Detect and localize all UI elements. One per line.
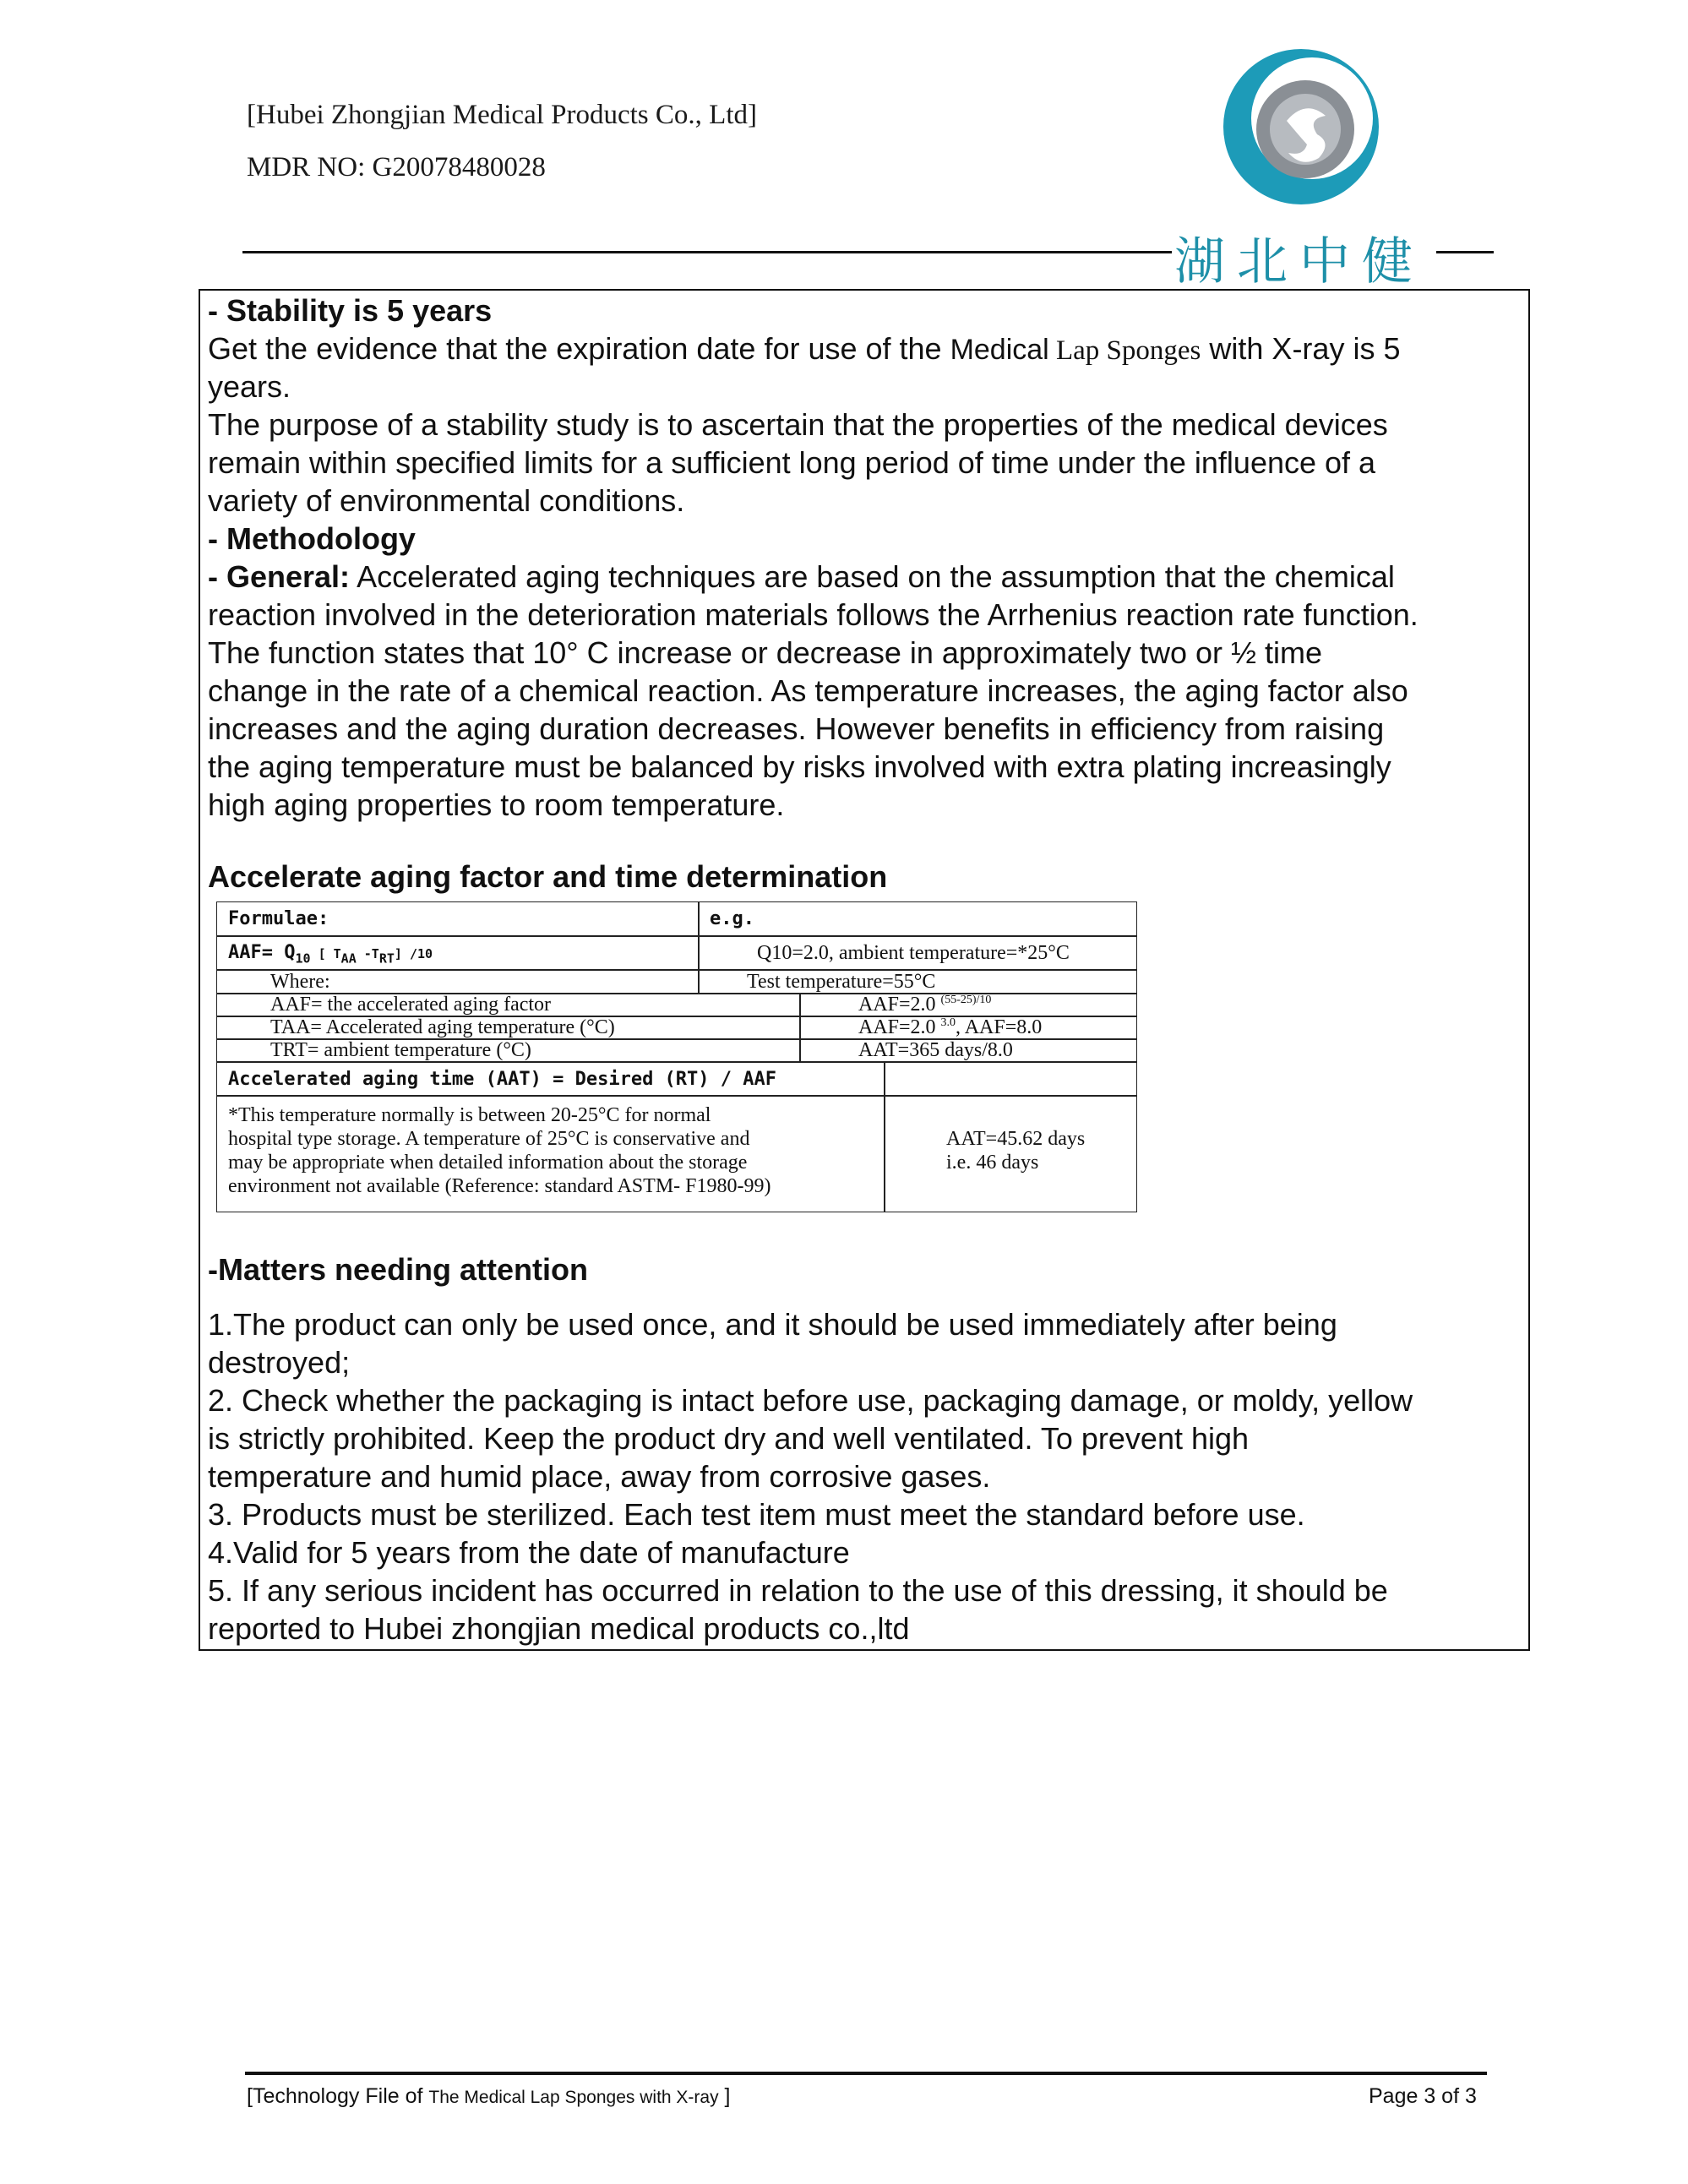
aaf-taa: AA	[340, 950, 357, 967]
evidence-text-end: with X-ray is 5	[1201, 331, 1401, 366]
test-temperature: Test temperature=55°C	[747, 971, 936, 993]
general-line-5: increases and the aging duration decreases. However benefits in efficiency from raising	[208, 711, 1385, 746]
aaf-calc2-exponent: 3.0	[940, 1016, 956, 1029]
footer-rule	[245, 2072, 1487, 2075]
methodology-heading: - Methodology	[208, 521, 416, 556]
stability-purpose-2: remain within specified limits for a sufficient long period of time under the influence of a	[208, 445, 1376, 480]
note-line-1: *This temperature normally is between 20-25°C for normal	[228, 1104, 711, 1126]
aaf-sub: 10	[295, 950, 311, 967]
attention-line-7: 4.Valid for 5 years from the date of manufacture	[208, 1535, 850, 1570]
attention-line-8: 5. If any serious incident has occurred in relation to the use of this dressing, it should be	[208, 1573, 1388, 1608]
stability-evidence-cont: years.	[208, 369, 291, 404]
general-line-7: high aging properties to room temperature.	[208, 787, 785, 822]
stability-purpose-1: The purpose of a stability study is to ascertain that the properties of the medical devices	[208, 407, 1388, 442]
general-label: - General:	[208, 559, 351, 594]
aging-formula-table	[216, 901, 1137, 1212]
stability-purpose-3: variety of environmental conditions.	[208, 483, 685, 518]
note-line-4: environment not available (Reference: standard ASTM- F1980-99)	[228, 1175, 771, 1197]
note-line-3: may be appropriate when detailed information about the storage	[228, 1152, 748, 1174]
formulae-label: Formulae:	[228, 908, 329, 929]
brand-chinese-name: 湖北中健	[1174, 232, 1424, 291]
aat-formula: Accelerated aging time (AAT) = Desired (RT) / AAF	[228, 1069, 777, 1090]
attention-line-6: 3. Products must be sterilized. Each test item must meet the standard before use.	[208, 1497, 1305, 1532]
page-number: Page 3 of 3	[1369, 2084, 1477, 2108]
note-line-2: hospital type storage. A temperature of 25°C is conservative and	[228, 1128, 750, 1150]
aaf-minus: -T	[356, 946, 379, 961]
header-rule-end	[1436, 251, 1494, 253]
header-rule	[242, 251, 1172, 253]
aaf-definition: AAF= the accelerated aging factor	[270, 994, 552, 1016]
attention-heading: -Matters needing attention	[208, 1252, 589, 1287]
aat-result: AAT=45.62 days	[946, 1128, 1086, 1150]
general-line-3: The function states that 10° C increase or decrease in approximately two or ½ time	[208, 635, 1323, 670]
general-line-6: the aging temperature must be balanced by risks involved with extra plating increasingly	[208, 749, 1391, 784]
trt-definition: TRT= ambient temperature (°C)	[270, 1039, 531, 1061]
aaf-calc2-result: , AAF=8.0	[956, 1016, 1043, 1038]
general-line-1	[208, 558, 1395, 596]
footer-title-suffix: ]	[718, 2084, 731, 2108]
stability-evidence-line	[208, 330, 1400, 370]
evidence-product: Lap Sponges	[1048, 335, 1201, 366]
footer-title-prefix: [Technology File of	[247, 2084, 429, 2108]
evidence-medical: Medical	[950, 334, 1049, 366]
aging-heading: Accelerate aging factor and time determination	[208, 859, 888, 894]
aaf-end: ] /10	[394, 946, 433, 961]
aaf-calculation-2	[858, 1016, 1042, 1039]
aaf-trt: RT	[378, 950, 395, 967]
attention-line-5: temperature and humid place, away from corrosive gases.	[208, 1459, 991, 1494]
attention-line-1: 1.The product can only be used once, and it should be used immediately after being	[208, 1307, 1337, 1342]
attention-line-2: destroyed;	[208, 1345, 351, 1380]
aat-result-rounded: i.e. 46 days	[946, 1152, 1039, 1174]
table-cell	[698, 901, 1137, 937]
aaf-bracket: [ T	[310, 946, 341, 961]
taa-definition: TAA= Accelerated aging temperature (°C)	[270, 1016, 615, 1038]
table-cell	[884, 1061, 1137, 1097]
footer-document-title	[247, 2084, 731, 2109]
stability-heading: - Stability is 5 years	[208, 293, 493, 328]
aaf-calculation	[858, 994, 991, 1016]
aaf-calc-exponent: (55-25)/10	[940, 994, 992, 1006]
eg-q10: Q10=2.0, ambient temperature=*25°C	[757, 942, 1070, 964]
aaf-formula-text: AAF= Q	[228, 942, 296, 963]
attention-line-4: is strictly prohibited. Keep the product dry and well ventilated. To prevent high	[208, 1421, 1250, 1456]
mdr-number: MDR NO: G20078480028	[247, 152, 546, 182]
general-line-4: change in the rate of a chemical reaction. As temperature increases, the aging factor also	[208, 673, 1408, 708]
evidence-text: Get the evidence that the expiration date for use of the	[208, 331, 950, 366]
aaf-calc2-text: AAF=2.0	[858, 1016, 936, 1038]
eg-label: e.g.	[710, 908, 754, 929]
company-logo-icon	[1221, 46, 1381, 207]
where-label: Where:	[270, 971, 330, 993]
attention-line-9: reported to Hubei zhongjian medical products co.,ltd	[208, 1611, 910, 1646]
general-line-2: reaction involved in the deterioration materials follows the Arrhenius reaction rate function.	[208, 597, 1418, 632]
aaf-formula	[228, 942, 433, 966]
aat-calculation: AAT=365 days/8.0	[858, 1039, 1013, 1061]
aaf-calc-text: AAF=2.0	[858, 994, 936, 1016]
attention-line-3: 2. Check whether the packaging is intact before use, packaging damage, or moldy, yellow	[208, 1383, 1413, 1418]
general-text: Accelerated aging techniques are based on the assumption that the chemical	[350, 559, 1395, 594]
company-name: [Hubei Zhongjian Medical Products Co., Ltd]	[247, 100, 757, 130]
footer-product: The Medical Lap Sponges with X-ray	[428, 2088, 719, 2107]
